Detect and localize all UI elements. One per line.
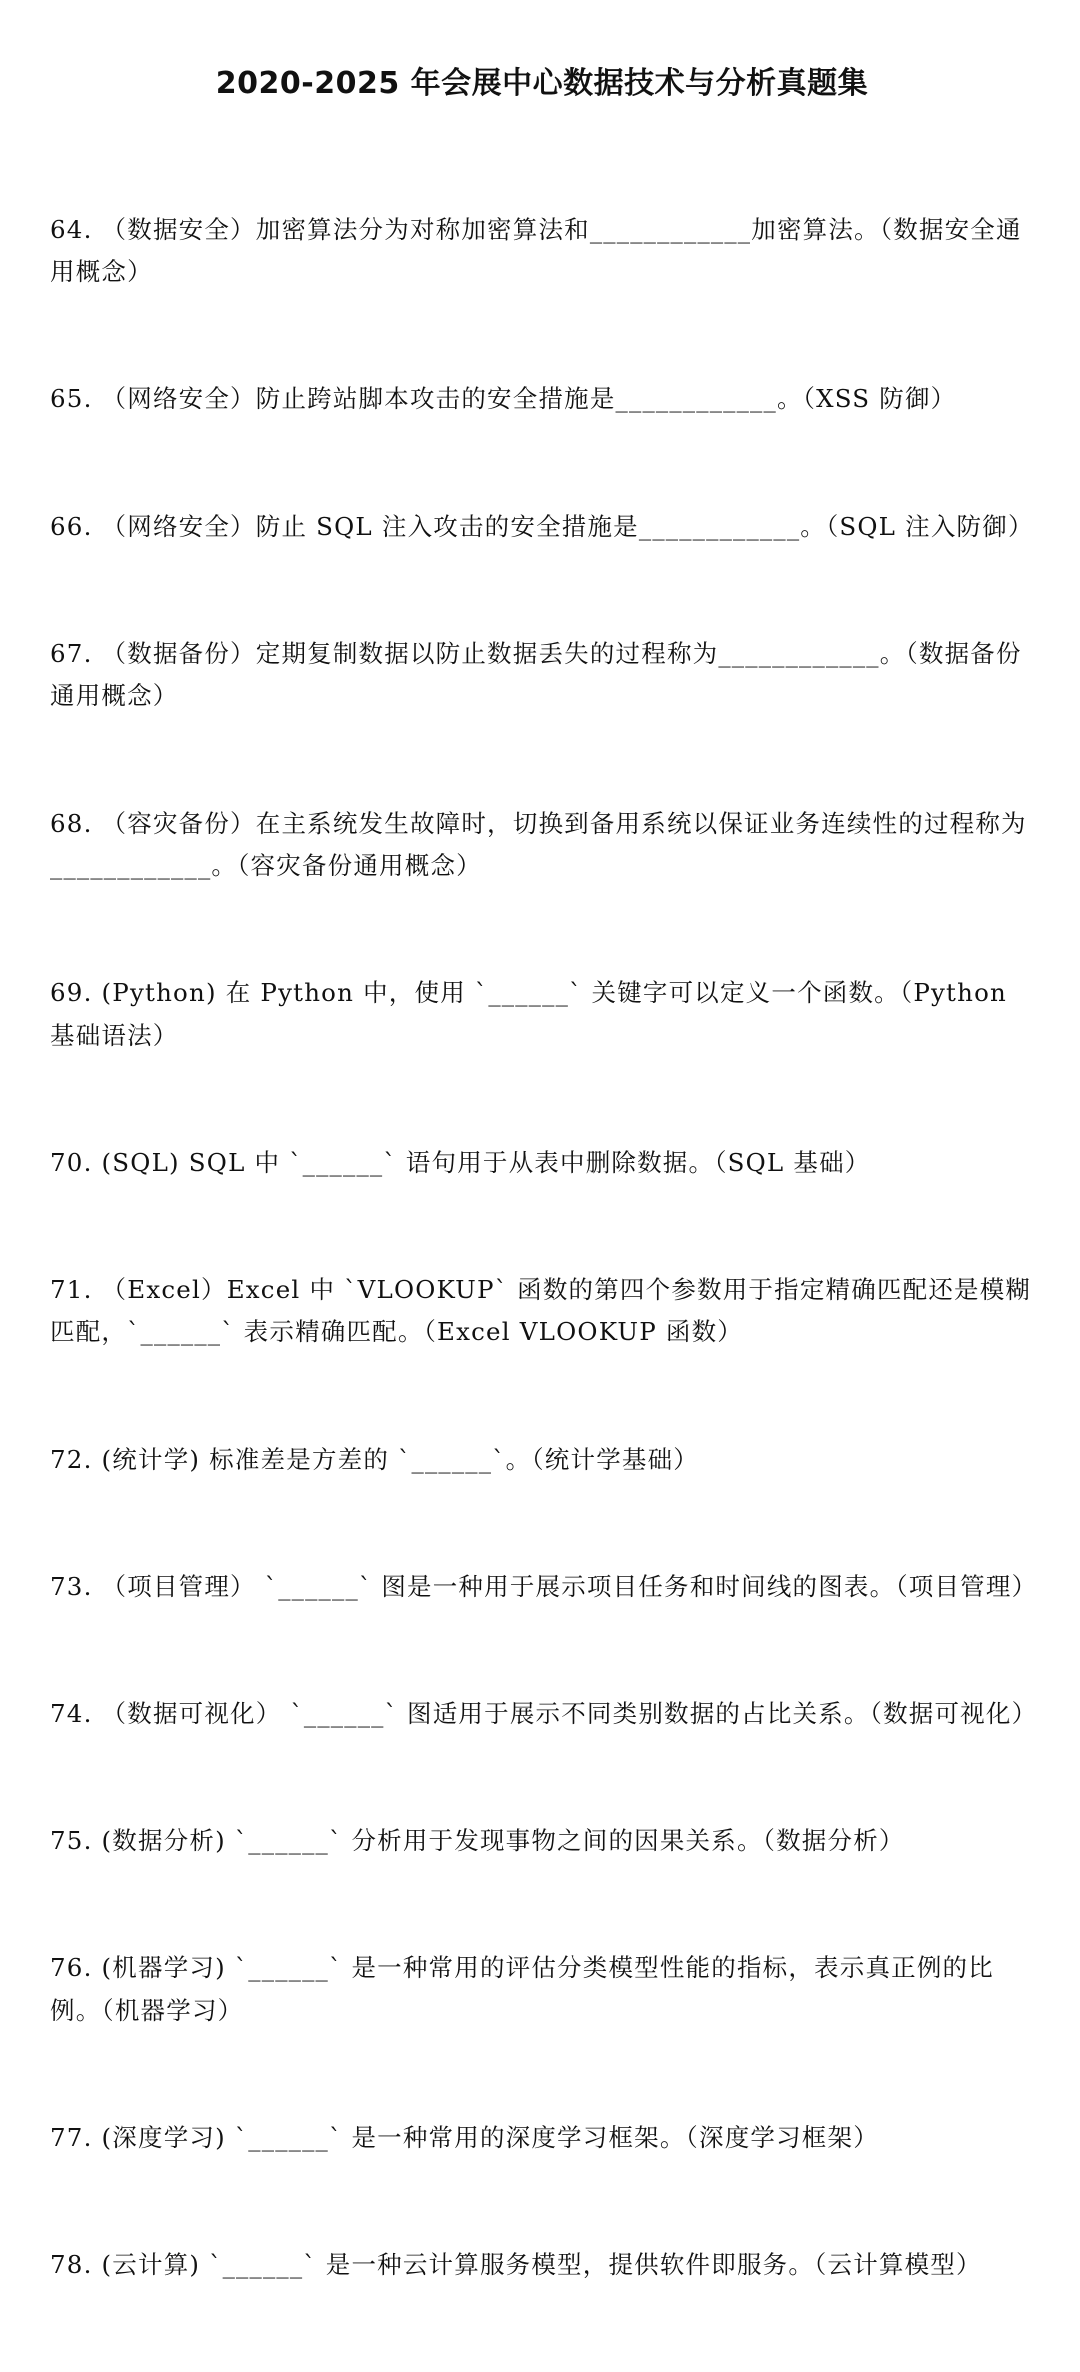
question-item: 67. （数据备份）定期复制数据以防止数据丢失的过程称为____________。（数据备份通用概念） [50,638,1022,711]
question-item: 69. (Python) 在 Python 中，使用 `______` 关键字可以定义一个函数。（Python 基础语法） [50,978,1016,1050]
question-item: 72. (统计学) 标准差是方差的 `______`。（统计学基础） [50,1444,699,1474]
question-item: 78. (云计算) `______` 是一种云计算服务模型，提供软件即服务。（云计算模型） [50,2250,982,2280]
question-item: 64. （数据安全）加密算法分为对称加密算法和____________加密算法。（数据安全通用概念） [50,214,1022,287]
question-item: 70. (SQL) SQL 中 `______` 语句用于从表中删除数据。（SQL 基础） [50,1147,871,1177]
question-item: 66. （网络安全）防止 SQL 注入攻击的安全措施是____________。（SQL 注入防御） [50,511,1034,541]
question-item: 68. （容灾备份）在主系统发生故障时，切换到备用系统以保证业务连续性的过程称为____________。（容灾备份通用概念） [50,808,1027,880]
question-item: 74. （数据可视化） `______` 图适用于展示不同类别数据的占比关系。（数据可视化） [50,1699,1038,1729]
page-title: 2020-2025 年会展中心数据技术与分析真题集 [215,66,869,101]
question-item: 73. （项目管理） `______` 图是一种用于展示项目任务和时间线的图表。（项目管理） [50,1571,1038,1601]
question-item: 71. （Excel）Excel 中 `VLOOKUP` 函数的第四个参数用于指定精确匹配还是模糊匹配，`______` 表示精确匹配。（Excel VLOOKUP 函数） [50,1274,1032,1347]
question-item: 75. (数据分析) `______` 分析用于发现事物之间的因果关系。（数据分析） [50,1826,905,1856]
question-item: 77. (深度学习) `______` 是一种常用的深度学习框架。（深度学习框架） [50,2123,879,2153]
question-list [50,124,1038,2372]
question-item: 65. （网络安全）防止跨站脚本攻击的安全措施是____________。（XSS 防御） [50,384,957,414]
question-item: 76. (机器学习) `______` 是一种常用的评估分类模型性能的指标，表示真正例的比例。（机器学习） [50,1953,994,2025]
